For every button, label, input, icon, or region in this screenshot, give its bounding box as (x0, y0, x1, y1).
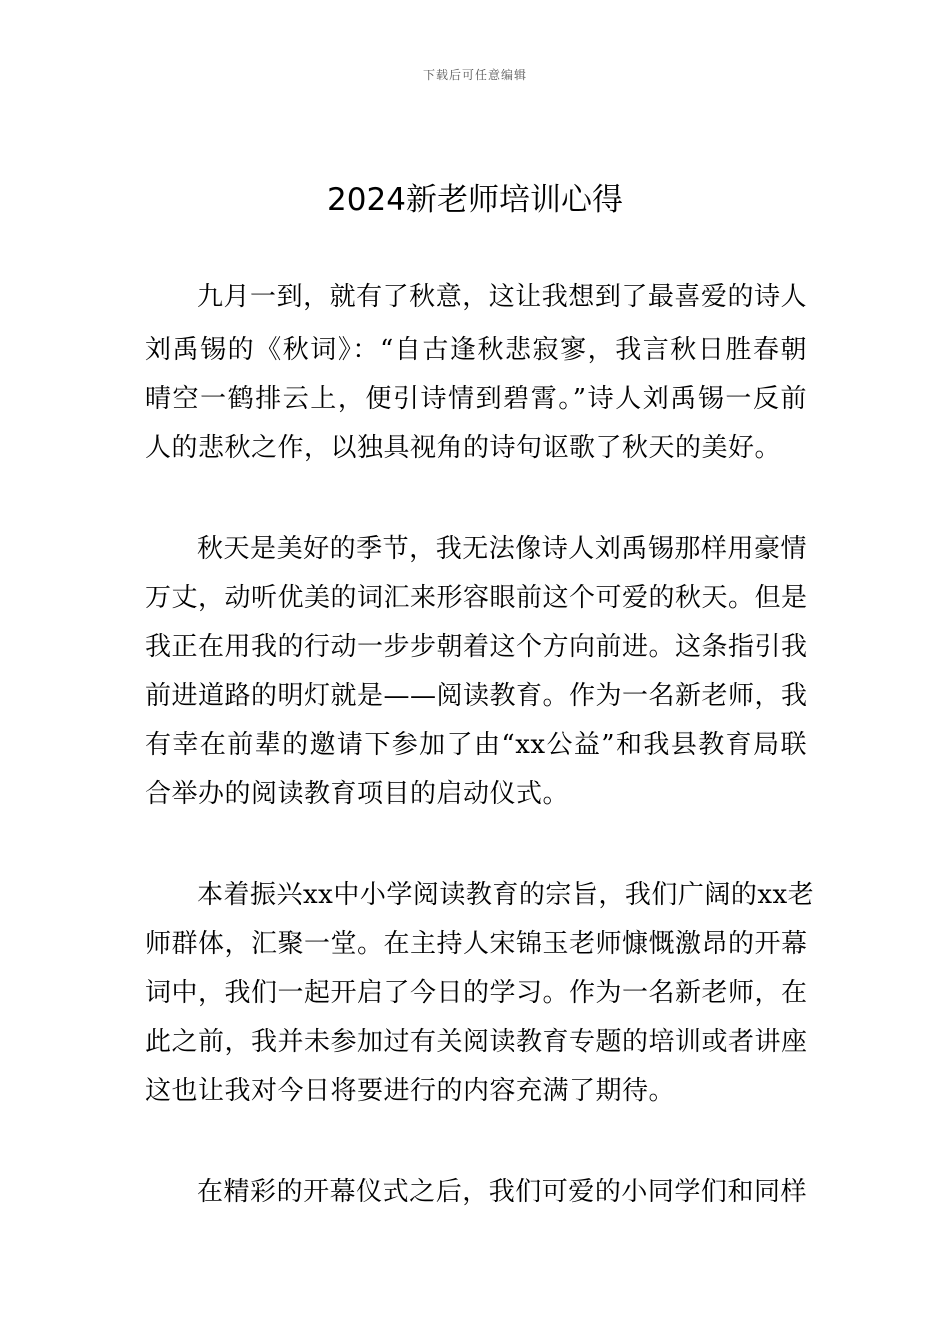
paragraph-2-line-6: 合举办的阅读教育项目的启动仪式。 (145, 779, 570, 809)
paragraph-2-line-5: 有幸在前辈的邀请下参加了由“xx公益”和我县教育局联 (145, 730, 807, 760)
header-note: 下载后可任意编辑 (422, 68, 527, 82)
paragraph-2-line-2: 万丈，动听优美的词汇来形容眼前这个可爱的秋天。但是 (145, 583, 808, 613)
paragraph-2-line-1: 秋天是美好的季节，我无法像诗人刘禹锡那样用豪情 (197, 534, 807, 564)
paragraph-3-line-3: 词中，我们一起开启了今日的学习。作为一名新老师，在 (145, 978, 808, 1008)
paragraph-3-line-5: 这也让我对今日将要进行的内容充满了期待。 (145, 1076, 676, 1106)
paragraph-1-line-4: 人的悲秋之作，以独具视角的诗句讴歌了秋天的美好。 (145, 433, 782, 463)
paragraph-2-line-3: 我正在用我的行动一步步朝着这个方向前进。这条指引我 (145, 632, 808, 662)
paragraph-2-line-4: 前进道路的明灯就是——阅读教育。作为一名新老师，我 (145, 681, 808, 711)
document-title: 2024新老师培训心得 (327, 182, 623, 218)
paragraph-3-line-4: 此之前，我并未参加过有关阅读教育专题的培训或者讲座 (145, 1027, 808, 1057)
paragraph-1-line-3: 晴空一鹤排云上，便引诗情到碧霄。”诗人刘禹锡一反前 (145, 384, 807, 414)
paragraph-3-line-1: 本着振兴xx中小学阅读教育的宗旨，我们广阔的xx老 (197, 880, 815, 910)
paragraph-3-line-2: 师群体，汇聚一堂。在主持人宋锦玉老师慷慨激昂的开幕 (145, 929, 808, 959)
paragraph-1-line-1: 九月一到，就有了秋意，这让我想到了最喜爱的诗人 (197, 282, 807, 312)
paragraph-1-line-2: 刘禹锡的《秋词》：“自古逢秋悲寂寥，我言秋日胜春朝 (145, 335, 807, 365)
paragraph-4-line-1: 在精彩的开幕仪式之后，我们可爱的小同学们和同样 (197, 1177, 807, 1207)
